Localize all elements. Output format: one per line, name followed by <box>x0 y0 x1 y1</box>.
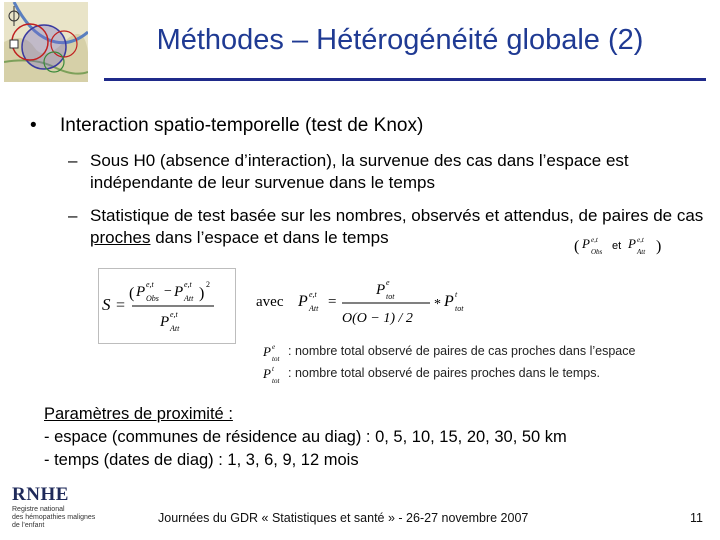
avec-sub-t: tot <box>455 304 464 313</box>
inline-et: et <box>612 240 622 252</box>
avec-sup-num: e <box>386 278 390 287</box>
statistic-text-underlined: proches <box>90 228 151 247</box>
proximity-parameters <box>44 403 567 472</box>
svg-text:): ) <box>656 238 662 255</box>
logo-line-3: de l’enfant <box>12 522 45 529</box>
formula-p-att-den: P <box>160 314 170 330</box>
avec-sub-num: tot <box>386 292 395 301</box>
avec-p-att: P <box>298 293 308 310</box>
svg-text:2: 2 <box>206 280 210 289</box>
inline-sub-obs: Obs <box>591 248 603 256</box>
main-bullet-text: Interaction spatio-temporelle (test de Knox) <box>60 115 424 136</box>
svg-text:(: ( <box>129 285 135 302</box>
logo-line-1: Registre national <box>12 506 65 513</box>
dash-icon: – <box>68 151 78 170</box>
rnhe-logo-subtitle <box>12 506 122 530</box>
logo-line-2: des hémopathies malignes <box>12 514 96 521</box>
avec-p-num: P <box>376 282 386 298</box>
definition-time-text: : nombre total observé de paires proches dans le temps. <box>288 366 600 380</box>
avec-eq: = <box>328 294 337 310</box>
inline-sub-att: Att <box>637 248 646 256</box>
formula-minus: − <box>164 284 172 299</box>
sub-bullet-h0-text: Sous H0 (absence d’interaction), la survenue des cas dans l’espace est indépendante de leur survenue dans le temps <box>90 151 629 192</box>
inline-p-att: P <box>628 236 636 251</box>
formula-sub-att: Att <box>184 294 194 303</box>
def-sub-space: tot <box>272 355 280 363</box>
params-time: - temps (dates de diag) : 1, 3, 6, 9, 12 mois <box>44 451 359 469</box>
params-space: - espace (communes de résidence au diag) : 0, 5, 10, 15, 20, 30, 50 km <box>44 428 567 446</box>
map-logo <box>4 2 88 82</box>
formula-sup-3: e,t <box>170 310 178 319</box>
title-underline <box>104 78 706 81</box>
formula-avec-word: avec <box>256 294 284 310</box>
formula-sub-obs: Obs <box>146 294 159 303</box>
formula-sup-1: e,t <box>146 280 154 289</box>
params-heading: Paramètres de proximité : <box>44 405 233 423</box>
formula-eq: = <box>116 297 126 314</box>
formula-sup-2: e,t <box>184 280 192 289</box>
footer-text: Journées du GDR « Statistiques et santé » - 26-27 novembre 2007 <box>158 511 529 525</box>
svg-text:(: ( <box>574 238 580 255</box>
inline-p-obs: P <box>582 236 590 251</box>
formula-s-symbol: S <box>102 295 111 314</box>
formula-sub-att-den: Att <box>170 324 180 333</box>
sub-bullet-h0 <box>68 150 718 200</box>
avec-sup-t: t <box>455 290 458 299</box>
def-sup-time: t <box>272 365 274 373</box>
dash-icon: – <box>68 206 78 225</box>
def-sup-space: e <box>272 343 276 351</box>
bullet-dot-icon: • <box>30 115 37 136</box>
svg-text:): ) <box>199 285 205 302</box>
avec-times: * <box>434 297 441 312</box>
slide-title: Méthodes – Hétérogénéité globale (2) <box>156 24 644 56</box>
formula-avec <box>254 272 484 342</box>
statistic-text-b: dans l’espace et dans le temps <box>150 228 389 247</box>
statistic-text-a: Statistique de test basée sur les nombres, observés et attendus, de paires de cas <box>90 206 704 225</box>
formula-s <box>98 268 238 344</box>
formula-p-att: P <box>174 284 184 300</box>
rnhe-logo: RNHE <box>12 484 69 505</box>
def-p-space: P <box>263 344 271 359</box>
inline-sup-obs: e,t <box>591 236 598 244</box>
inline-formula <box>572 232 672 260</box>
avec-sub-att: Att <box>309 304 319 313</box>
def-p-time: P <box>263 366 271 381</box>
definition-space-text: : nombre total observé de paires de cas proches dans l’espace <box>288 344 636 358</box>
page-number: 11 <box>690 511 703 525</box>
def-sub-time: tot <box>272 377 280 385</box>
avec-p-t: P <box>444 293 454 310</box>
inline-sup-att: e,t <box>637 236 644 244</box>
avec-denominator: O(O − 1) / 2 <box>342 311 413 326</box>
avec-sup-att: e,t <box>309 290 317 299</box>
formula-p-obs: P <box>136 284 146 300</box>
